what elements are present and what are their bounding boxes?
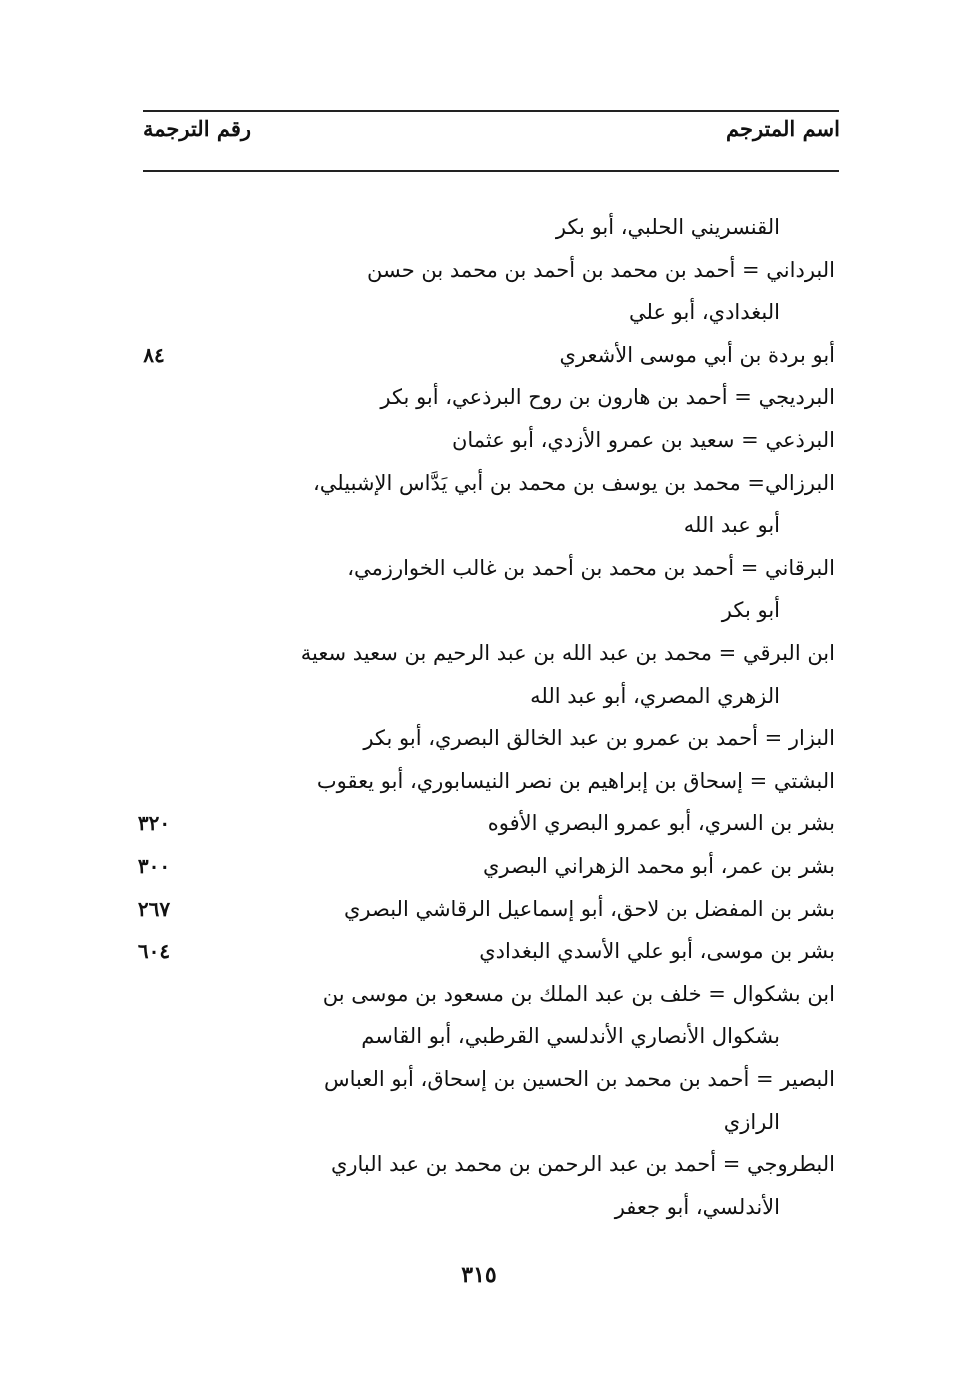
index-entry-name: البطروجي = أحمد بن عبد الرحمن بن محمد بن عبد الباري bbox=[330, 1152, 835, 1177]
index-entry-row bbox=[130, 802, 835, 844]
index-entry-row bbox=[130, 249, 835, 291]
index-entry-name: ابن البرقي = محمد بن عبد الله بن عبد الرحيم بن سعيد سعية bbox=[300, 641, 835, 665]
index-entry-row bbox=[130, 419, 835, 461]
index-entry-name: البرداني = أحمد بن محمد بن أحمد بن محمد بن حسن bbox=[367, 257, 835, 282]
index-entry-number: ٦٠٤ bbox=[137, 939, 171, 964]
index-entry-row bbox=[130, 760, 835, 802]
index-entry-row bbox=[130, 930, 835, 972]
header-number-column-label: رقم الترجمة bbox=[143, 116, 252, 141]
index-entry-row bbox=[130, 291, 835, 333]
index-entry-name: البصير = أحمد بن محمد بن الحسين بن إسحاق، أبو العباس bbox=[323, 1067, 835, 1091]
index-entry-continuation: الأندلسي، أبو جعفر bbox=[614, 1194, 780, 1219]
index-entry-name: البرذعي = سعيد بن عمرو الأزدي، أبو عثمان bbox=[451, 428, 835, 452]
index-entry-row bbox=[130, 675, 835, 717]
index-entry-number: ٢٦٧ bbox=[137, 896, 171, 921]
index-entry-continuation: الرازي bbox=[723, 1109, 780, 1134]
index-entry-row bbox=[130, 1143, 835, 1185]
index-entry-number: ٨٤ bbox=[143, 342, 165, 367]
index-entry-continuation: البغدادي، أبو علي bbox=[629, 300, 780, 325]
header-name-column-label: اسم المترجم bbox=[726, 116, 840, 141]
index-entry-name: بشر بن موسى، أبو علي الأسدي البغدادي bbox=[479, 939, 835, 964]
index-entry-row bbox=[130, 376, 835, 418]
index-entry-row bbox=[130, 547, 835, 589]
index-entry-number: ٣٢٠ bbox=[137, 811, 171, 836]
index-entry-continuation: القنسريني الحلبي، أبو بكر bbox=[555, 215, 780, 239]
header-bottom-rule bbox=[143, 170, 839, 172]
index-entry-row bbox=[130, 1186, 835, 1228]
header-top-rule bbox=[143, 110, 839, 112]
index-entry-row bbox=[130, 973, 835, 1015]
index-entry-number: ٣٠٠ bbox=[137, 854, 171, 878]
index-entry-name: البزار = أحمد بن عمرو بن عبد الخالق البصري، أبو بكر bbox=[363, 726, 835, 751]
index-entry-row bbox=[130, 717, 835, 759]
index-entry-row bbox=[130, 206, 835, 248]
index-entry-row bbox=[130, 888, 835, 930]
index-entry-name: البرديجي = أحمد بن هارون بن روح البرذعي، أبو بكر bbox=[380, 385, 835, 410]
index-entry-name: البشتي = إسحاق بن إبراهيم بن نصر النيسابوري، أبو يعقوب bbox=[316, 768, 835, 793]
index-entry-continuation: أبو عبد الله bbox=[683, 513, 780, 538]
index-entry-row bbox=[130, 334, 835, 376]
index-entry-name: بشر بن عمر، أبو محمد الزهراني البصري bbox=[482, 854, 835, 878]
index-entry-row bbox=[130, 504, 835, 546]
index-entry-row bbox=[130, 1101, 835, 1143]
index-entry-name: البرقاني = أحمد بن محمد بن أحمد بن غالب الخوارزمي، bbox=[347, 555, 835, 580]
page-number: ٣١٥ bbox=[461, 1262, 497, 1288]
index-entry-name: بشر بن المفضل بن لاحق، أبو إسماعيل الرقاشي البصري bbox=[343, 896, 835, 921]
index-entry-continuation: أبو بكر bbox=[721, 598, 780, 623]
index-entry-name: أبو بردة بن أبي موسى الأشعري bbox=[559, 342, 835, 367]
index-entry-row bbox=[130, 589, 835, 631]
index-entry-row bbox=[130, 632, 835, 674]
index-entry-continuation: بشكوال الأنصاري الأندلسي القرطبي، أبو القاسم bbox=[361, 1024, 780, 1049]
index-entry-row bbox=[130, 462, 835, 504]
index-entry-row bbox=[130, 1015, 835, 1057]
index-entry-name: بشر بن السري، أبو عمرو البصري الأفوه bbox=[487, 811, 835, 836]
index-entry-continuation: الزهري المصري، أبو عبد الله bbox=[530, 683, 780, 708]
index-entry-name: ابن بشكوال = خلف بن عبد الملك بن مسعود بن موسى بن bbox=[322, 981, 835, 1006]
index-entry-name: البرزالي= محمد بن يوسف بن محمد بن أبي يَدَّاس الإشبيلي، bbox=[313, 470, 835, 495]
index-entry-row bbox=[130, 1058, 835, 1100]
index-entry-row bbox=[130, 845, 835, 887]
